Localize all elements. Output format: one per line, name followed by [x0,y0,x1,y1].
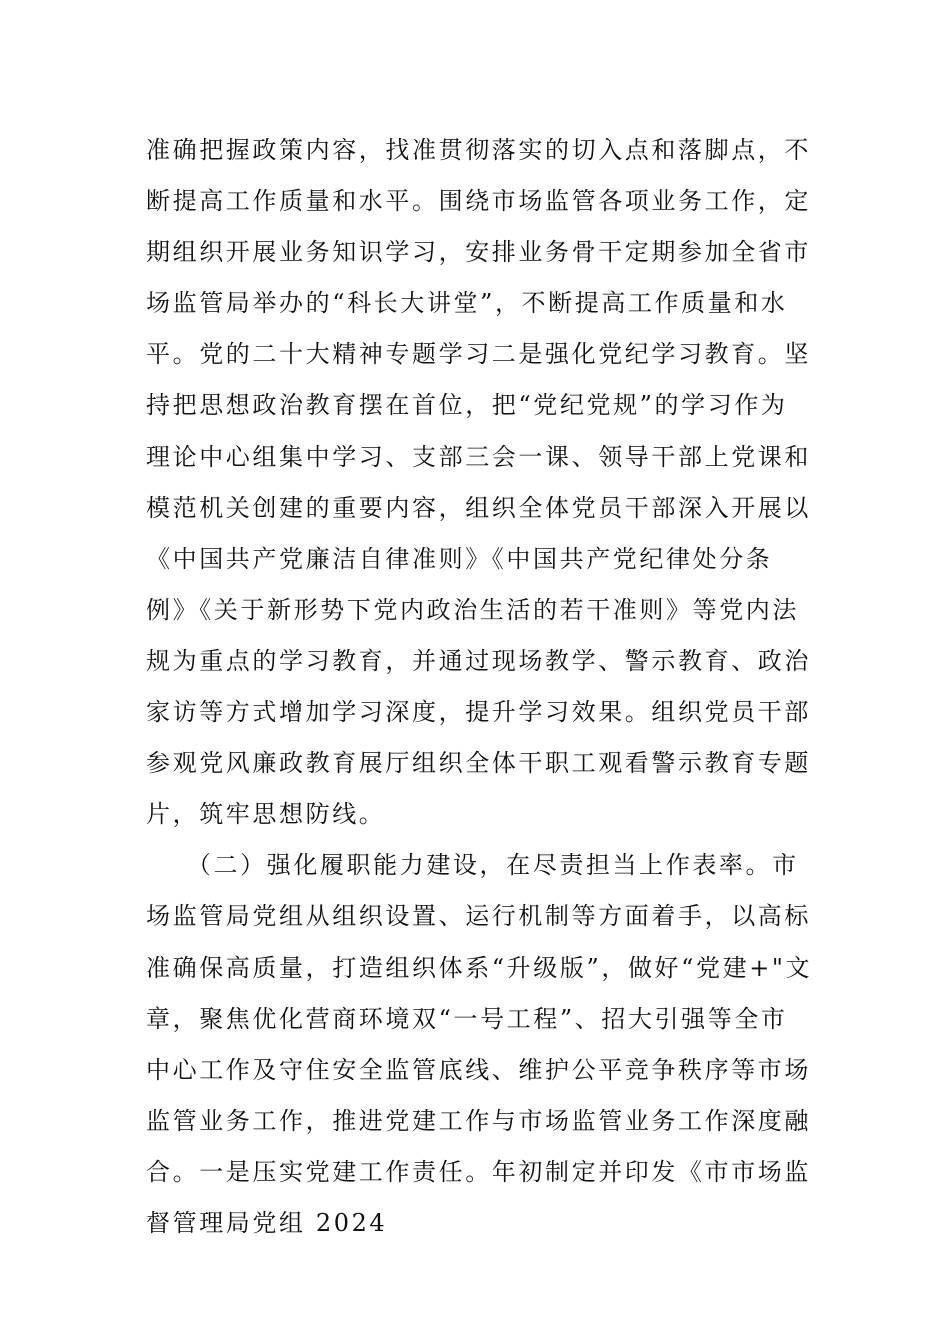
text-line: 监管业务工作，推进党建工作与市场监管业务工作深度融 [146,1106,811,1135]
text-line: 合。一是压实党建工作责任。年初制定并印发《市市场监 [146,1157,811,1186]
text-line: 平。党的二十大精神专题学习二是强化党纪学习教育。坚 [146,340,811,369]
text-line: 章，聚焦优化营商环境双“一号工程”、招大引强等全市 [146,1004,788,1033]
text-line: 准确把握政策内容，找准贯彻落实的切入点和落脚点，不 [146,136,811,164]
text-line: 例》《关于新形势下党内政治生活的若干准则》等党内法 [146,595,799,624]
text-line: 期组织开展业务知识学习，安排业务骨干定期参加全省市 [146,238,811,267]
text-line: 中心工作及守住安全监管底线、维护公平竞争秩序等市场 [146,1055,811,1084]
text-line: 家访等方式增加学习深度，提升学习效果。组织党员干部 [146,698,811,727]
text-line: 规为重点的学习教育，并通过现场教学、警示教育、政治 [146,646,811,675]
text-line: 理论中心组集中学习、支部三会一课、领导干部上党课和 [146,442,811,471]
text-line: 断提高工作质量和水平。围绕市场监管各项业务工作，定 [146,187,811,216]
body-text [146,125,813,1249]
text-line: 场监管局党组从组织设置、运行机制等方面着手，以高标 [146,902,811,931]
text-line: 督管理局党组 2024 [146,1208,388,1237]
text-line: 参观党风廉政教育展厅组织全体干职工观看警示教育专题 [146,749,811,778]
text-line: 模范机关创建的重要内容，组织全体党员干部深入开展以 [146,493,811,522]
text-line: 片，筑牢思想防线。 [146,800,386,829]
text-line: 持把思想政治教育摆在首位，把“党纪党规”的学习作为 [146,391,788,420]
text-line: 《中国共产党廉洁自律准则》《中国共产党纪律处分条 [146,544,773,573]
text-line: 准确保高质量，打造组织体系“升级版”，做好“党建+"文 [146,953,813,982]
section-heading-line: （二）强化履职能力建设，在尽责担当上作表率。市 [146,851,799,880]
text-line: 场监管局举办的“科长大讲堂”，不断提高工作质量和水 [146,289,788,318]
